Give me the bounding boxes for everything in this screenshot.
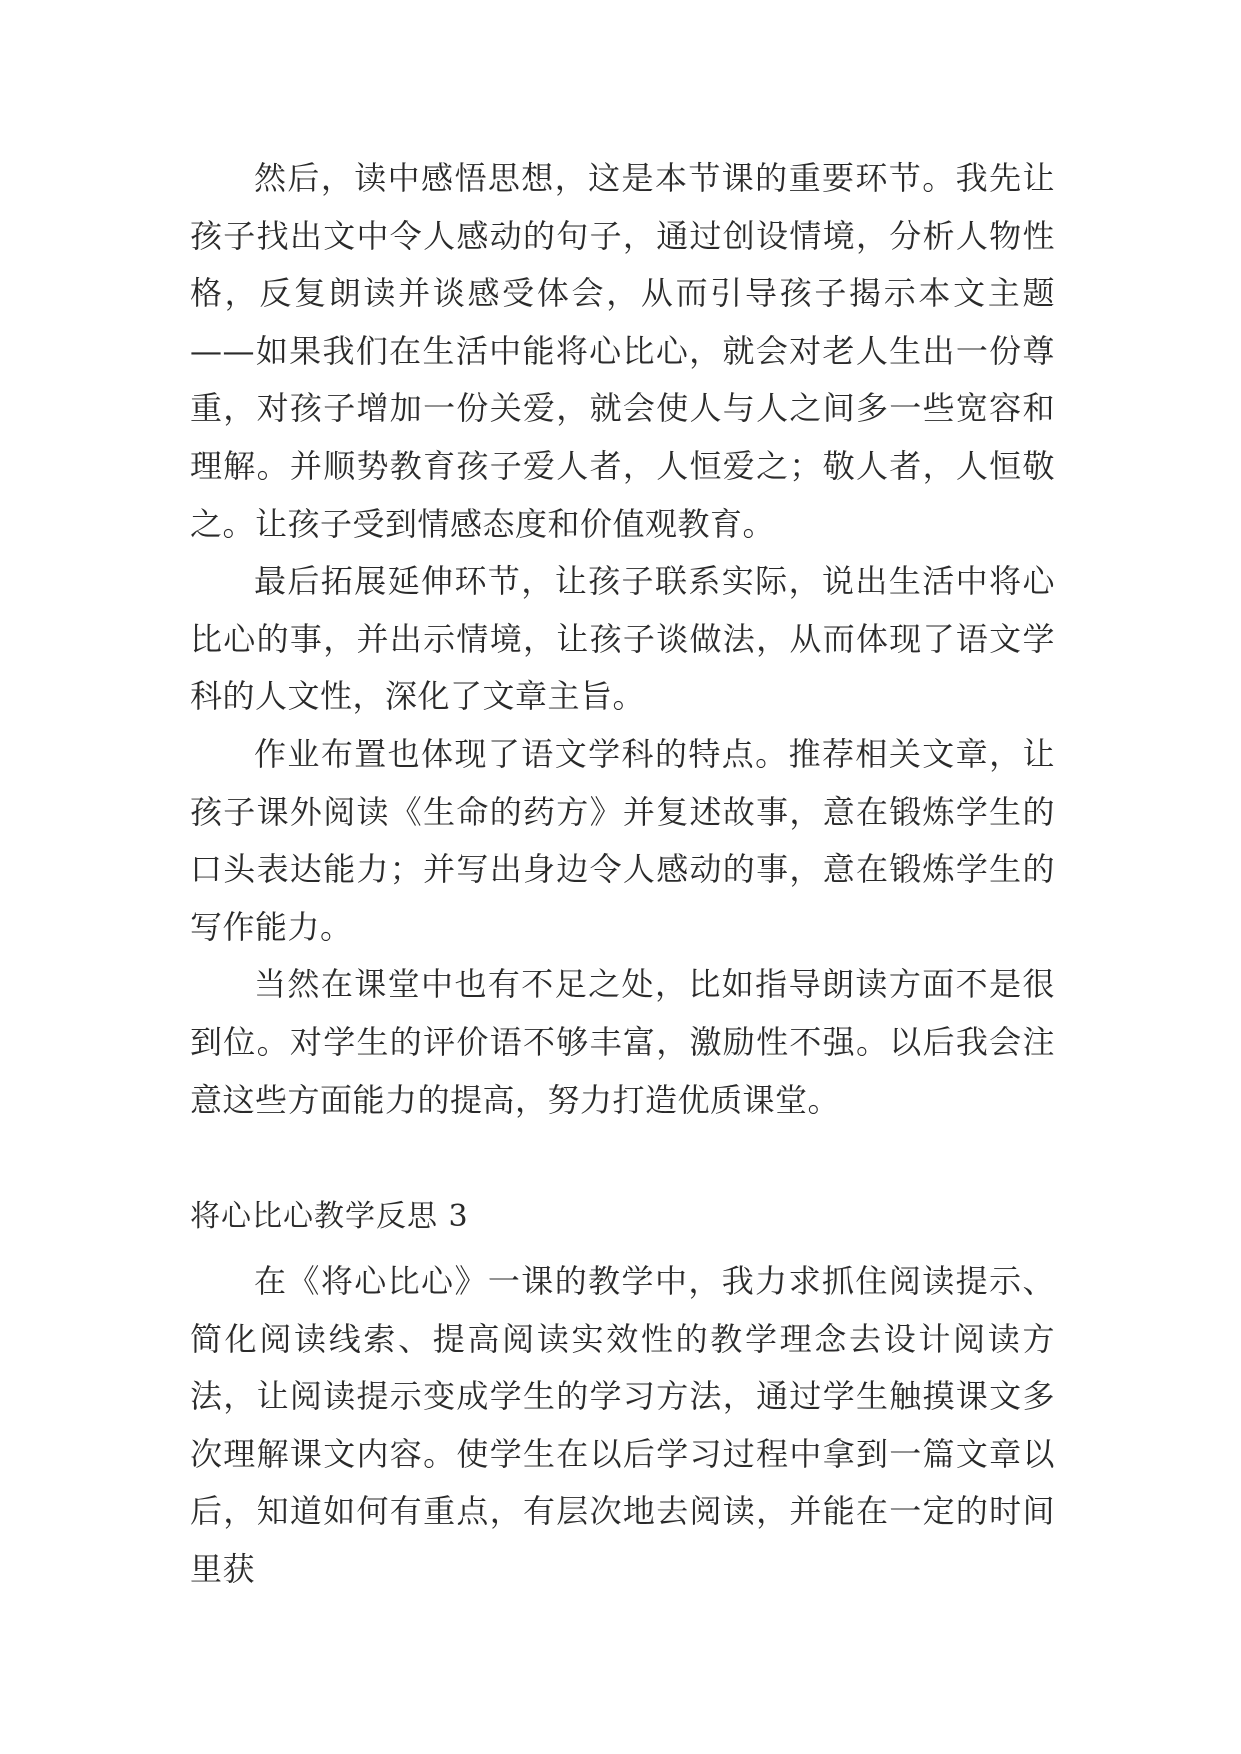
section-heading: 将心比心教学反思 3 — [190, 1199, 469, 1235]
body-paragraph: 在《将心比心》一课的教学中，我力求抓住阅读提示、简化阅读线索、提高阅读实效性的教学理念去设计阅读方法，让阅读提示变成学生的学习方法，通过学生触摸课文多次理解课文内容。使学生在以后学习过程中拿到一篇文章以后，知道如何有重点，有层次地去阅读，并能在一定的时间里获 — [190, 1262, 1055, 1589]
body-paragraph: 作业布置也体现了语文学科的特点。推荐相关文章，让孩子课外阅读《生命的药方》并复述故事，意在锻炼学生的口头表达能力；并写出身边令人感动的事，意在锻炼学生的写作能力。 — [190, 734, 1055, 946]
document-page — [190, 150, 1055, 1599]
body-paragraph: 最后拓展延伸环节，让孩子联系实际，说出生活中将心比心的事，并出示情境，让孩子谈做法，从而体现了语文学科的人文性，深化了文章主旨。 — [190, 562, 1055, 716]
body-paragraph: 当然在课堂中也有不足之处，比如指导朗读方面不是很到位。对学生的评价语不够丰富，激励性不强。以后我会注意这些方面能力的提高，努力打造优质课堂。 — [190, 965, 1055, 1119]
body-paragraph: 然后，读中感悟思想，这是本节课的重要环节。我先让孩子找出文中令人感动的句子，通过创设情境，分析人物性格，反复朗读并谈感受体会，从而引导孩子揭示本文主题——如果我们在生活中能将心比心，就会对老人生出一份尊重，对孩子增加一份关爱，就会使人与人之间多一些宽容和理解。并顺势教育孩子爱人者，人恒爱之；敬人者，人恒敬之。让孩子受到情感态度和价值观教育。 — [190, 159, 1055, 543]
